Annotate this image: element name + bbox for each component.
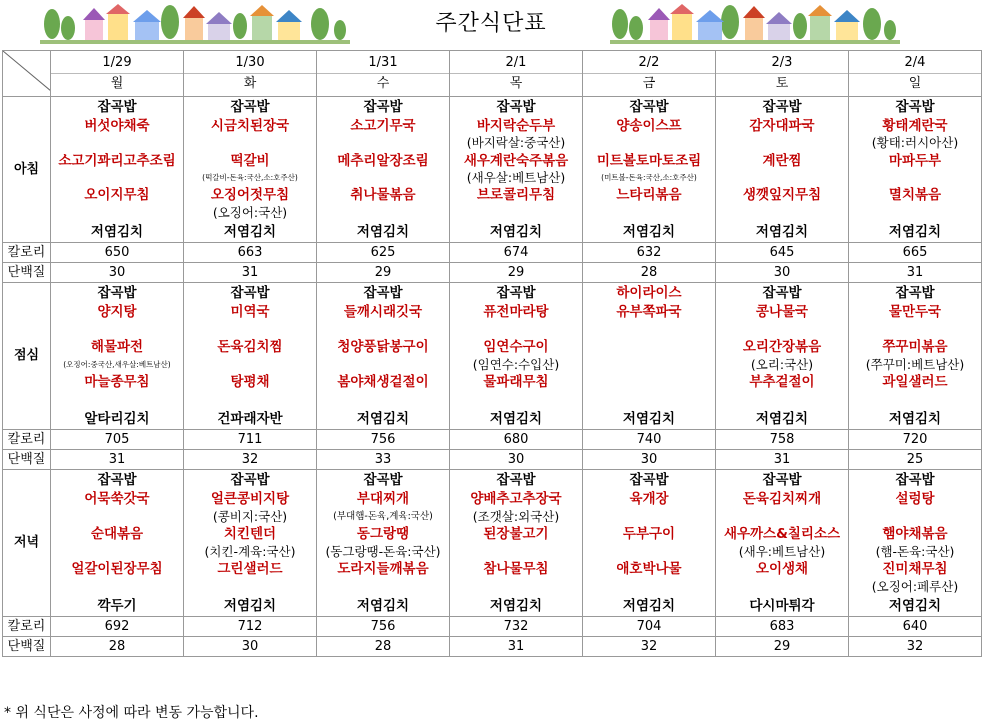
dish-item: 저염김치 [489, 411, 543, 427]
meal-cell [51, 97, 184, 243]
protein-row [3, 450, 982, 470]
dish-item: 다시마튀각 [749, 598, 815, 614]
protein-row [3, 263, 982, 283]
dish-item: 양배추고추장국 [470, 491, 562, 508]
meal-cell [849, 97, 982, 243]
calorie-row [3, 617, 982, 637]
dish-item: 저염김치 [489, 598, 543, 614]
calorie-value: 645 [716, 243, 849, 263]
protein-label: 단백질 [3, 450, 51, 470]
meal-cell [317, 97, 450, 243]
protein-value: 28 [583, 263, 716, 283]
dish-item: 청양풍닭봉구이 [337, 339, 429, 356]
dish-item: 저염김치 [223, 598, 277, 614]
dish-item: 깍두기 [97, 598, 137, 614]
weekday-label: 월 [110, 76, 124, 91]
dish-item: 잡곡밥 [230, 285, 270, 301]
meal-cell [583, 283, 716, 430]
weekday-label: 금 [642, 76, 656, 91]
dish-item: 잡곡밥 [629, 99, 669, 115]
dish-item: 잡곡밥 [762, 285, 802, 301]
date-label: 2/3 [771, 55, 793, 70]
origin-note: (오징어:중국산,새우살:베트남산) [63, 359, 171, 369]
dish-item: 잡곡밥 [762, 472, 802, 488]
protein-value: 28 [317, 637, 450, 657]
date-label: 1/29 [102, 55, 132, 70]
dish-item: 얼큰콩비지탕 [210, 491, 290, 508]
dish-item: 들깨시래깃국 [343, 304, 423, 321]
protein-value: 29 [716, 637, 849, 657]
dish-item: 과일샐러드 [882, 374, 948, 391]
calorie-row [3, 430, 982, 450]
dish-item: 시금치된장국 [210, 118, 290, 135]
dish-item: 퓨전마라탕 [483, 304, 549, 321]
dish-item: 얼갈이된장무침 [71, 561, 163, 578]
dish-item: 미트볼토마토조림 [596, 152, 702, 169]
dish-item: 저염김치 [888, 598, 942, 614]
dish-item: 잡곡밥 [496, 472, 536, 488]
dish-item: 콩나물국 [755, 304, 809, 321]
dish-item: 돈육김치찌개 [742, 491, 822, 508]
weekday-label: 일 [908, 76, 922, 91]
origin-note: (햄-돈육:국산) [875, 543, 955, 559]
meal-label: 아침 [3, 97, 51, 243]
protein-row [3, 637, 982, 657]
protein-value: 31 [450, 637, 583, 657]
day-header [317, 51, 450, 97]
protein-value: 30 [583, 450, 716, 470]
date-label: 2/1 [505, 55, 527, 70]
dish-item: 잡곡밥 [895, 472, 935, 488]
dish-item: 저염김치 [622, 223, 676, 240]
dish-item: 저염김치 [489, 223, 543, 240]
dish-item: 잡곡밥 [629, 472, 669, 488]
dish-item: 건파래자반 [217, 411, 283, 427]
protein-value: 30 [450, 450, 583, 470]
dish-item: 애호박나물 [616, 561, 682, 578]
protein-value: 30 [51, 263, 184, 283]
origin-note: (쭈꾸미:베트남산) [865, 356, 965, 372]
dish-item: 저염김치 [356, 223, 410, 240]
page-title: 주간식단표 [435, 11, 547, 36]
village-illustration-right [610, 2, 900, 46]
dish-item: 양송이스프 [616, 118, 682, 135]
dish-item: 돈육김치찜 [217, 339, 283, 356]
calorie-value: 665 [849, 243, 982, 263]
dish-item: 치킨텐더 [223, 526, 277, 543]
meal-row-dinner [3, 470, 982, 617]
meal-cell [51, 283, 184, 430]
protein-value: 32 [184, 450, 317, 470]
calorie-value: 650 [51, 243, 184, 263]
protein-value: 31 [716, 450, 849, 470]
day-header [51, 51, 184, 97]
calorie-value: 705 [51, 430, 184, 450]
dish-item: 어묵쑥갓국 [84, 491, 150, 508]
header [0, 0, 982, 50]
dish-item: 잡곡밥 [363, 472, 403, 488]
dish-item: 저염김치 [622, 598, 676, 614]
dish-item: 취나물볶음 [350, 187, 416, 204]
calorie-value: 720 [849, 430, 982, 450]
origin-note: (미트볼-돈육:국산,소:호주산) [601, 173, 697, 183]
dish-item: 물파래무침 [483, 374, 549, 391]
dish-item: 마늘종무침 [84, 374, 150, 391]
dish-item: 황태계란국 [882, 118, 948, 135]
dish-item: 부대찌개 [356, 491, 410, 508]
dish-item: 잡곡밥 [363, 285, 403, 301]
protein-value: 25 [849, 450, 982, 470]
meal-cell [450, 283, 583, 430]
weekday-label: 토 [775, 76, 789, 91]
dish-item: 동그랑땡 [356, 526, 410, 543]
protein-value: 32 [583, 637, 716, 657]
dish-item: 잡곡밥 [97, 99, 137, 115]
meal-cell [184, 470, 317, 617]
dish-item: 저염김치 [755, 223, 809, 240]
meal-cell [51, 470, 184, 617]
meal-cell [317, 470, 450, 617]
dish-item: 오징어젓무침 [210, 187, 290, 204]
day-header [450, 51, 583, 97]
origin-note: (임연수:수입산) [472, 356, 560, 372]
meal-cell [184, 283, 317, 430]
dish-item: 하이라이스 [616, 285, 682, 301]
calorie-value: 632 [583, 243, 716, 263]
calorie-value: 756 [317, 430, 450, 450]
calorie-label: 칼로리 [3, 617, 51, 637]
calorie-value: 674 [450, 243, 583, 263]
meal-cell [849, 470, 982, 617]
calorie-value: 692 [51, 617, 184, 637]
dish-item: 느타리볶음 [616, 187, 682, 204]
footnote: * 위 식단은 사정에 따라 변동 가능합니다. [4, 705, 259, 721]
calorie-label: 칼로리 [3, 243, 51, 263]
dish-item: 양지탕 [97, 304, 137, 321]
dish-item: 저염김치 [622, 411, 676, 427]
dish-item: 감자대파국 [749, 118, 815, 135]
dish-item: 저염김치 [356, 598, 410, 614]
dish-item: 잡곡밥 [762, 99, 802, 115]
dish-item: 저염김치 [755, 411, 809, 427]
dish-item: 도라지들깨볶음 [337, 561, 429, 578]
corner-cell [3, 51, 51, 97]
calorie-value: 640 [849, 617, 982, 637]
dish-item: 해물파전 [90, 339, 144, 356]
meal-label: 점심 [3, 283, 51, 430]
meal-cell [184, 97, 317, 243]
protein-value: 33 [317, 450, 450, 470]
date-label: 2/2 [638, 55, 660, 70]
dish-item: 부추겉절이 [749, 374, 815, 391]
dish-item: 저염김치 [90, 223, 144, 240]
calorie-value: 704 [583, 617, 716, 637]
dish-item: 오이지무침 [84, 187, 150, 204]
dish-item: 설렁탕 [895, 491, 935, 508]
day-header [583, 51, 716, 97]
dish-item: 탕평채 [230, 374, 270, 391]
dish-item: 소고기꽈리고추조림 [58, 152, 176, 169]
weekday-label: 화 [243, 76, 257, 91]
origin-note: (동그랑땡-돈육:국산) [325, 543, 441, 559]
dish-item: 소고기무국 [350, 118, 416, 135]
dish-item: 오리간장볶음 [742, 339, 822, 356]
protein-value: 30 [716, 263, 849, 283]
calorie-value: 683 [716, 617, 849, 637]
origin-note: (새우살:베트남산) [466, 170, 566, 186]
protein-value: 29 [317, 263, 450, 283]
origin-note: (부대햄-돈육,계육:국산) [333, 510, 433, 522]
dish-item: 두부구이 [622, 526, 676, 543]
calorie-value: 756 [317, 617, 450, 637]
dish-item: 잡곡밥 [97, 472, 137, 488]
meal-cell [716, 470, 849, 617]
origin-note: (새우:베트남산) [738, 543, 826, 559]
header-row [3, 51, 982, 97]
dish-item: 저염김치 [888, 223, 942, 240]
dish-item: 순대볶음 [90, 526, 144, 543]
dish-item: 브로콜리무침 [476, 187, 556, 204]
origin-note: (오리:국산) [750, 356, 814, 372]
origin-note: (황태:러시아산) [871, 135, 959, 151]
dish-item: 미역국 [230, 304, 270, 321]
dish-item: 잡곡밥 [363, 99, 403, 115]
protein-value: 31 [184, 263, 317, 283]
dish-item: 잡곡밥 [97, 285, 137, 301]
date-label: 1/31 [368, 55, 398, 70]
meal-row-breakfast [3, 97, 982, 243]
meal-cell [716, 97, 849, 243]
protein-label: 단백질 [3, 263, 51, 283]
dish-item: 잡곡밥 [496, 99, 536, 115]
protein-value: 31 [51, 450, 184, 470]
dish-item: 생깻잎지무침 [742, 187, 822, 204]
dish-item: 임연수구이 [483, 339, 549, 356]
meal-cell [317, 283, 450, 430]
day-header [716, 51, 849, 97]
diagonal-line [3, 51, 51, 91]
protein-value: 28 [51, 637, 184, 657]
dish-item: 잡곡밥 [496, 285, 536, 301]
meal-cell [716, 283, 849, 430]
dish-item: 잡곡밥 [895, 99, 935, 115]
meal-cell [583, 97, 716, 243]
dish-item: 마파두부 [888, 152, 942, 169]
calorie-label: 칼로리 [3, 430, 51, 450]
origin-note: (콩비지:국산) [212, 508, 288, 524]
origin-note: (바지락살:중국산) [466, 135, 566, 151]
dish-item: 참나물무침 [483, 561, 549, 578]
date-label: 1/30 [235, 55, 265, 70]
protein-value: 29 [450, 263, 583, 283]
dish-item: 쭈꾸미볶음 [882, 339, 948, 356]
dish-item: 봄야채생겉절이 [337, 374, 429, 391]
protein-label: 단백질 [3, 637, 51, 657]
dish-item: 햄야채볶음 [882, 526, 948, 543]
dish-item: 바지락순두부 [476, 118, 556, 135]
dish-item: 계란찜 [762, 152, 802, 169]
meal-cell [583, 470, 716, 617]
meal-cell [849, 283, 982, 430]
origin-note: (오징어:페루산) [871, 578, 959, 594]
origin-note: (오징어:국산) [212, 204, 288, 220]
protein-value: 30 [184, 637, 317, 657]
dish-item: 저염김치 [356, 411, 410, 427]
weekday-label: 목 [509, 76, 523, 91]
date-label: 2/4 [904, 55, 926, 70]
dish-item: 알타리김치 [84, 411, 150, 427]
dish-item: 진미채무침 [882, 561, 948, 578]
dish-item: 저염김치 [888, 411, 942, 427]
calorie-value: 732 [450, 617, 583, 637]
weekly-menu-table [2, 50, 982, 657]
meal-label: 저녁 [3, 470, 51, 617]
origin-note: (조갯살:외국산) [472, 508, 560, 524]
meal-cell [450, 470, 583, 617]
calorie-value: 680 [450, 430, 583, 450]
dish-item: 그린샐러드 [217, 561, 283, 578]
dish-item: 잡곡밥 [230, 99, 270, 115]
dish-item: 오이생채 [755, 561, 809, 578]
dish-item: 된장불고기 [483, 526, 549, 543]
day-header [184, 51, 317, 97]
dish-item: 버섯야채죽 [84, 118, 150, 135]
protein-value: 32 [849, 637, 982, 657]
calorie-value: 740 [583, 430, 716, 450]
calorie-value: 758 [716, 430, 849, 450]
origin-note: (떡갈비-돈육:국산,소:호주산) [202, 173, 298, 183]
dish-item: 새우까스&칠리소스 [723, 526, 841, 543]
dish-item: 육개장 [629, 491, 669, 508]
meal-cell [450, 97, 583, 243]
dish-item: 물만두국 [888, 304, 942, 321]
meal-row-lunch [3, 283, 982, 430]
dish-item: 떡갈비 [230, 152, 270, 169]
day-header [849, 51, 982, 97]
calorie-value: 711 [184, 430, 317, 450]
weekday-label: 수 [376, 76, 390, 91]
dish-item: 잡곡밥 [895, 285, 935, 301]
dish-item: 멸치볶음 [888, 187, 942, 204]
dish-item: 메추리알장조림 [337, 152, 429, 169]
calorie-value: 663 [184, 243, 317, 263]
dish-item: 유부쪽파국 [616, 304, 682, 321]
calorie-row [3, 243, 982, 263]
dish-item: 새우계란숙주볶음 [463, 152, 569, 169]
calorie-value: 712 [184, 617, 317, 637]
dish-item: 저염김치 [223, 223, 277, 240]
protein-value: 31 [849, 263, 982, 283]
origin-note: (치킨-계육:국산) [204, 543, 296, 559]
dish-item: 잡곡밥 [230, 472, 270, 488]
calorie-value: 625 [317, 243, 450, 263]
